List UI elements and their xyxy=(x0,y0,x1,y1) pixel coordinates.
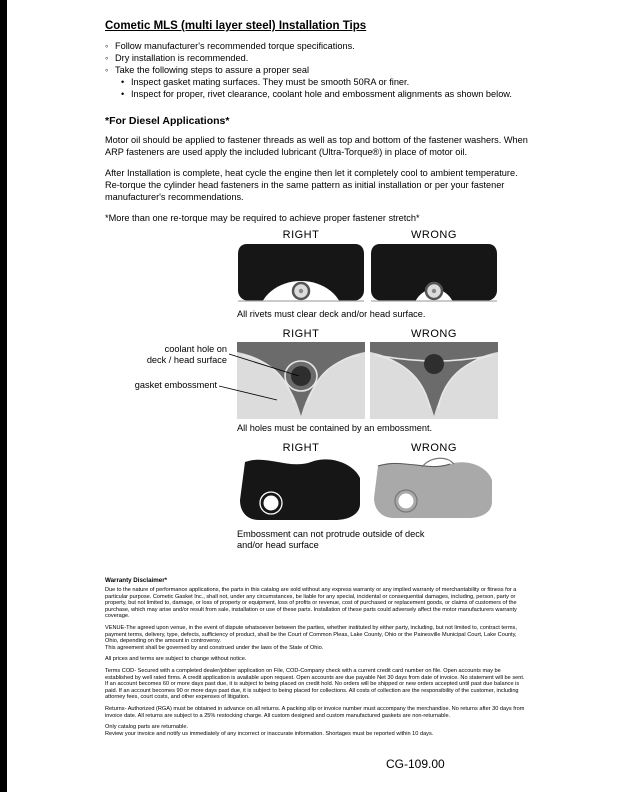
diesel-paragraph-1: Motor oil should be applied to fastener threads as well as top and bottom of the fastener washers. When ARP fasteners are used apply the included lubricant (Ultra-Torque®) in place of motor oil. xyxy=(105,135,528,157)
diagram-row1-caption: All rivets must clear deck and/or head surface. xyxy=(237,309,426,319)
warranty-heading: Warranty Disclaimer* xyxy=(105,577,168,584)
rivet-clearance-right-diagram xyxy=(237,243,365,305)
coolant-hole-callout xyxy=(135,344,227,365)
coolant-hole-callout-line2: deck / head surface xyxy=(146,354,227,365)
warranty-section xyxy=(105,577,529,737)
embossment-containment-wrong-diagram xyxy=(370,342,498,419)
wrong-label: WRONG xyxy=(411,229,457,241)
embossment-containment-right-diagram xyxy=(237,342,365,419)
warranty-paragraph: This agreement shall be governed by and construed under the laws of the State of Ohio. xyxy=(105,644,324,651)
page-left-border xyxy=(0,0,7,792)
diagram-section xyxy=(105,229,535,551)
bolt-hole-icon xyxy=(399,494,414,509)
warranty-paragraph: Only catalog parts are returnable. xyxy=(105,724,189,731)
coolant-hole-callout-line1: coolant hole on xyxy=(164,344,227,354)
diagram-row2-headers xyxy=(237,328,535,340)
page-title: Cometic MLS (multi layer steel) Installation Tips xyxy=(105,20,367,32)
warranty-paragraph: Terms COD- Secured with a completed dealer/jobber application on File, COD-Company check with a current credit card number on file. Open accounts may be established by well rated firms. A credit application is available upon request. Open accounts are due payable Net 30 days from date of invoice. No statement will be sent. If an account becomes 60 or more days past due, it is subject to being placed on credit hold. No orders will be shipped or new orders accepted until past due balance is paid. If an account becomes 90 or more days past due, it is subject to being placed for collections. All costs of collection are the responsibility of the customer, including attorney fees, court costs, and other expenses of litigation. xyxy=(105,667,525,701)
diesel-paragraph-2: After Installation is complete, heat cycle the engine then let it completely cool to ambient temperature. Re-torque the cylinder head fasteners in the same pattern as initial installation or per your fastener manufacturer's recommendations. xyxy=(105,168,518,202)
right-label: RIGHT xyxy=(282,328,320,340)
warranty-paragraph: VENUE-The agreed upon venue, in the event of dispute whatsoever between the parties, whether instituted by either party, including, but not limited to, contract terms, payment terms, delivery, type, defects, sufficiency of product, shall be the Court of Common Pleas, Lake County, Ohio or the Painesville Municipal Court, Lake County, Ohio, depending on the amount in controversy. xyxy=(105,624,517,645)
tip-item: ◦ Follow manufacturer's recommended torque specifications. xyxy=(105,40,535,52)
warranty-paragraph: All prices and terms are subject to change without notice. xyxy=(105,656,247,663)
wrong-label: WRONG xyxy=(411,442,457,454)
embossment-protrusion-wrong-diagram xyxy=(370,456,498,525)
warranty-paragraph: Returns- Authorized (RGA) must be obtained in advance on all returns. A packing slip or invoice number must accompany the merchandise. No returns after 30 days from invoice date. All returns are subject to a 25% restocking charge. All custom designed and custom manufactured gaskets are non-returnable. xyxy=(105,705,525,719)
diagram-row3-caption-line2: and/or head surface xyxy=(237,540,319,550)
diagram-row3 xyxy=(237,456,535,525)
tip-subitem: • Inspect for proper, rivet clearance, coolant hole and embossment alignments as shown below. xyxy=(105,88,535,100)
rivet-clearance-wrong-diagram xyxy=(370,243,498,305)
diagram-row2-panels xyxy=(237,342,535,419)
right-label: RIGHT xyxy=(282,229,320,241)
tip-item: ◦ Dry installation is recommended. xyxy=(105,52,535,64)
page-content xyxy=(105,20,535,742)
bolt-hole-icon xyxy=(264,496,279,511)
tip-item: ◦ Take the following steps to assure a proper seal xyxy=(105,64,535,76)
diagram-row2-caption: All holes must be contained by an embossment. xyxy=(237,423,433,433)
tip-subitem: • Inspect gasket mating surfaces. They must be smooth 50RA or finer. xyxy=(105,76,535,88)
page-number: CG-109.00 xyxy=(386,757,445,771)
retorque-note: *More than one re-torque may be required to achieve proper fastener stretch* xyxy=(105,213,420,223)
coolant-hole-icon xyxy=(424,354,444,374)
diagram-row3-caption-line1: Embossment can not protrude outside of deck xyxy=(237,529,425,539)
gasket-embossment-callout: gasket embossment xyxy=(134,380,217,390)
diagram-row3-caption xyxy=(237,529,535,551)
right-label: RIGHT xyxy=(282,442,320,454)
warranty-paragraph: Due to the nature of performance applications, the parts in this catalog are sold without any express warranty or any implied warranty of merchantability or fitness for a particular purpose. Cometic Gasket Inc., shall not, under any circumstances, be liable for any special, incidental or consequential damages, including, person, party or property, but not limited to, damage, or loss of property or equipment, loss of profits or revenue, cost of purchased or replacement goods, or claims of customers of the purchase, which may arise and/or result from sale, installation or use of these parts. Installation of these parts could adversely affect the motor manufacturers warranty coverage. xyxy=(105,587,517,620)
coolant-hole-icon xyxy=(291,366,311,386)
diagram-row1 xyxy=(237,243,535,305)
diagram-row3-headers xyxy=(237,442,535,454)
diagram-row1-headers xyxy=(237,229,535,241)
diagram-row2 xyxy=(105,342,535,419)
diesel-applications-heading: *For Diesel Applications* xyxy=(105,115,230,127)
wrong-label: WRONG xyxy=(411,328,457,340)
warranty-paragraph: Review your invoice and notify us immediately of any incorrect or inaccurate information. Shortages must be reported within 10 days. xyxy=(105,730,434,737)
embossment-protrusion-right-diagram xyxy=(237,456,365,525)
